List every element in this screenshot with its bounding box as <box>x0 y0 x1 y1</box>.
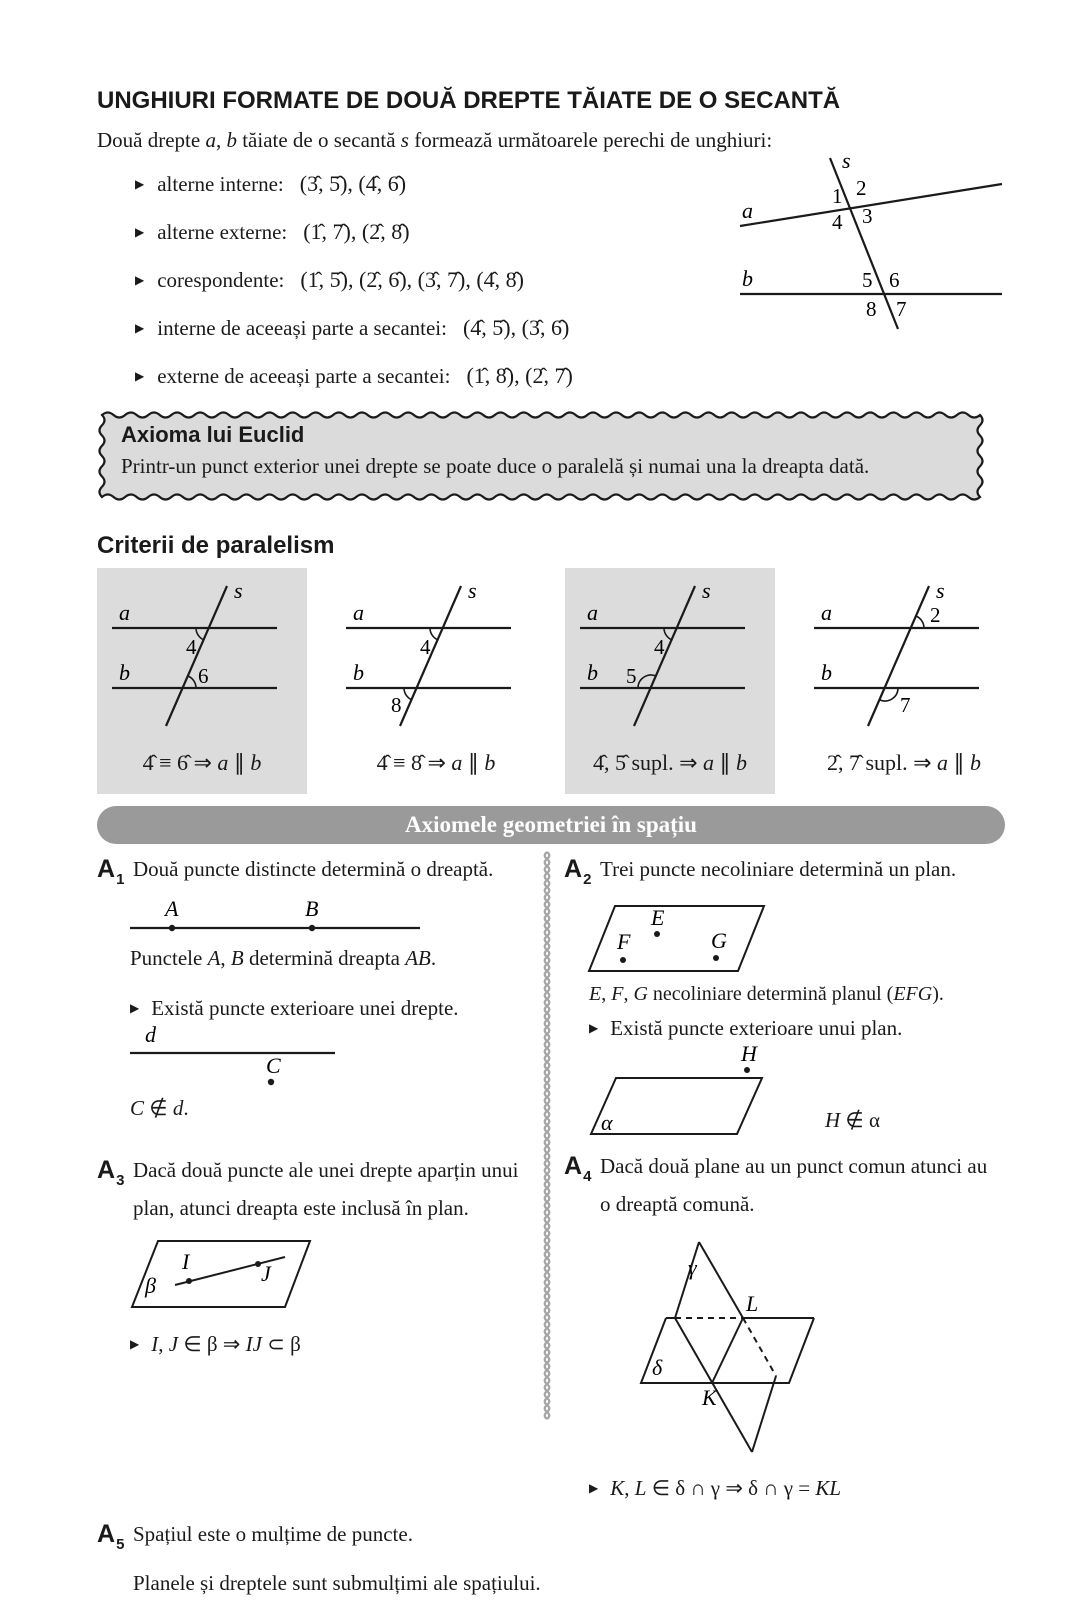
criteria-formula: 2̂, 7̂ supl. ⇒ a ∥ b <box>826 750 982 775</box>
point-f-dot <box>620 957 626 963</box>
hidden-edge <box>743 1318 776 1376</box>
bullet-icon: ▶ <box>135 273 145 287</box>
axioms-right-column <box>564 850 1005 1505</box>
point-i-dot <box>186 1278 192 1284</box>
angle-8: 8 <box>866 297 877 321</box>
intersecting-planes-diagram <box>624 1225 829 1463</box>
axioms-grid <box>97 850 1005 1505</box>
criteria-heading: Criterii de paralelism <box>97 532 335 559</box>
axiom-3-subscript: 3 <box>116 1172 125 1189</box>
axiom-5-line2: Planele și dreptele sunt submulțimi ale spațiului. <box>133 1571 541 1595</box>
axiom-3-text: Dacă două puncte ale unei drepte aparțin unui plan, atunci dreapta este inclusă în plan. <box>133 1158 519 1220</box>
plane-gamma-edge <box>752 1376 776 1452</box>
angle-top: 2 <box>930 603 941 627</box>
secant-line <box>868 586 929 726</box>
angle-1: 1 <box>832 184 843 208</box>
bullet-icon: ▶ <box>589 1021 599 1035</box>
label-H: H <box>741 1041 757 1066</box>
label-b: b <box>821 660 832 685</box>
angle-arc <box>188 676 196 688</box>
axiom-2-note: H ∉ α <box>825 1108 880 1132</box>
angle-top: 4 <box>420 635 431 659</box>
plane-efg-diagram <box>587 901 787 975</box>
axiom-1-note: C ∉ d. <box>130 1096 189 1120</box>
secant-line <box>166 586 227 726</box>
bullet-icon: ▶ <box>135 177 145 191</box>
intro-text: Două drepte a, b tăiate de o secantă s formează următoarele perechi de unghiuri: <box>97 128 773 152</box>
axiom-2-caption: E, F, G necoliniare determină planul (EFG). <box>589 983 944 1005</box>
angle-arc <box>196 628 204 640</box>
label-s: s <box>468 578 477 603</box>
bullet-icon: ▶ <box>589 1481 599 1495</box>
axiom-2-bullet-text: Există puncte exterioare unui plan. <box>610 1016 903 1040</box>
axiom-3-bullet <box>130 1327 530 1361</box>
point-a-dot <box>169 925 175 931</box>
label-C: C <box>266 1053 281 1078</box>
label-a: a <box>353 600 364 625</box>
page-title: UNGHIURI FORMATE DE DOUĂ DREPTE TĂIATE DE O SECANTĂ <box>97 87 841 114</box>
axiom-5-subscript: 5 <box>116 1536 125 1553</box>
axiom-1-marker: $A_1$ <box>97 855 125 888</box>
criteria-formula: 4̂ ≡ 6̂ ⇒ a ∥ b <box>142 750 262 775</box>
angle-bottom: 8 <box>391 693 402 717</box>
angle-pair-label: externe de aceeași parte a secantei: <box>157 363 451 388</box>
axiom-2 <box>564 850 1005 1139</box>
criteria-panel-2 <box>331 568 541 794</box>
axiom-5-marker: $A_5$ <box>97 1520 125 1553</box>
criteria-diagram-1 <box>97 576 307 734</box>
column-divider <box>530 850 564 1505</box>
angle-5: 5 <box>862 268 873 292</box>
label-L: L <box>746 1291 759 1316</box>
angle-pair-label: corespondente: <box>157 267 285 292</box>
plane-efg <box>589 906 764 971</box>
angle-arc <box>430 628 438 640</box>
point-g-dot <box>713 955 719 961</box>
criteria-panel-3 <box>565 568 775 794</box>
bullet-icon: ▶ <box>135 321 145 335</box>
label-b: b <box>353 660 364 685</box>
label-A: A <box>165 896 179 921</box>
label-E: E <box>651 905 665 930</box>
bullet-icon: ▶ <box>135 369 145 383</box>
angle-6: 6 <box>889 268 900 292</box>
angle-pair-value: (4̂, 5̂), (3̂, 6̂) <box>462 315 570 340</box>
label-G: G <box>711 928 727 953</box>
label-J: J <box>261 1261 271 1286</box>
axiom-1-caption: Punctele A, B determină dreapta AB. <box>130 946 437 970</box>
euclid-title: Axioma lui Euclid <box>121 422 305 447</box>
angle-pair-value: (1̂, 5̂), (2̂, 6̂), (3̂, 7̂), (4̂, 8̂) <box>300 267 524 292</box>
point-h-dot <box>744 1067 750 1073</box>
label-b: b <box>587 660 598 685</box>
label-a: a <box>821 600 832 625</box>
plane-alpha-diagram <box>589 1041 809 1139</box>
label-b: b <box>119 660 130 685</box>
point-c-dot <box>268 1079 274 1085</box>
angle-4: 4 <box>832 210 843 234</box>
criteria-diagram-2 <box>331 576 541 734</box>
euclid-axiom-box <box>97 406 985 506</box>
line-kl <box>712 1318 743 1383</box>
label-gamma: γ <box>688 1255 697 1280</box>
angle-2: 2 <box>856 176 867 200</box>
label-s: s <box>936 578 945 603</box>
point-b-dot <box>309 925 315 931</box>
axiom-4 <box>564 1147 1005 1505</box>
label-K: K <box>702 1385 717 1410</box>
plane-gamma-edge <box>699 1242 743 1318</box>
axiom-5-line1: Spațiul este o mulțime de puncte. <box>133 1522 413 1546</box>
plane-beta-diagram <box>125 1231 320 1313</box>
angle-bottom: 6 <box>198 664 209 688</box>
criteria-panel-4 <box>799 568 1009 794</box>
label-beta: β <box>145 1273 156 1298</box>
label-B: B <box>305 896 319 921</box>
plane-alpha <box>591 1078 762 1134</box>
label-alpha: α <box>601 1110 613 1135</box>
line-ab-diagram <box>127 896 427 941</box>
axiom-1-text: Două puncte distincte determină o dreaptă. <box>133 857 494 881</box>
secant-line <box>400 586 461 726</box>
axiom-1-subscript: 1 <box>116 871 125 888</box>
secant-angles-diagram <box>730 146 1010 334</box>
label-a: a <box>587 600 598 625</box>
criteria-diagram-3 <box>565 576 775 734</box>
label-I: I <box>182 1249 190 1274</box>
axiom-2-bullet <box>589 1011 1005 1045</box>
angle-pair-value: (1̂, 8̂), (2̂, 7̂) <box>466 363 573 388</box>
angle-top: 4 <box>186 635 197 659</box>
label-s: s <box>842 148 851 173</box>
criteria-panels <box>97 568 1005 794</box>
axiom-4-marker: $A_4$ <box>564 1152 592 1185</box>
label-a: a <box>742 198 753 223</box>
angle-pair-item <box>97 352 1005 400</box>
angle-pair-value: (1̂, 7̂), (2̂, 8̂) <box>303 219 410 244</box>
axiom-4-subscript: 4 <box>583 1168 592 1185</box>
bullet-icon: ▶ <box>135 225 145 239</box>
axiom-4-bullet <box>589 1471 1005 1505</box>
bullet-icon: ▶ <box>130 1337 140 1351</box>
angle-bottom: 7 <box>900 693 911 717</box>
label-s: s <box>702 578 711 603</box>
line-d-diagram <box>125 1022 340 1087</box>
axiom-2-text: Trei puncte necoliniare determină un plan. <box>600 857 957 881</box>
criteria-formula: 4̂, 5̂ supl. ⇒ a ∥ b <box>592 750 748 775</box>
angle-pair-label: interne de aceeași parte a secantei: <box>157 315 447 340</box>
label-d: d <box>145 1022 156 1047</box>
label-F: F <box>617 929 631 954</box>
label-delta: δ <box>652 1355 663 1380</box>
angle-bottom: 5 <box>626 664 637 688</box>
label-b: b <box>742 266 753 291</box>
angle-7: 7 <box>896 297 907 321</box>
angle-pair-label: alterne interne: <box>157 171 284 196</box>
axiom-1 <box>97 850 530 1125</box>
secant-line <box>634 586 695 726</box>
axiom-3-marker: $A_3$ <box>97 1156 125 1189</box>
label-s: s <box>234 578 243 603</box>
axiom-4-text: Dacă două plane au un punct comun atunci au o dreaptă comună. <box>600 1154 988 1216</box>
axiom-2-subscript: 2 <box>583 871 592 888</box>
criteria-panel-1 <box>97 568 307 794</box>
angle-arc <box>664 628 672 640</box>
axiom-3 <box>97 1151 530 1361</box>
plane-gamma-edge <box>675 1242 699 1318</box>
axioms-left-column <box>97 850 530 1505</box>
criteria-formula: 4̂ ≡ 8̂ ⇒ a ∥ b <box>376 750 496 775</box>
axioms-heading-bar: Axiomele geometriei în spațiu <box>97 806 1005 844</box>
point-e-dot <box>654 931 660 937</box>
axiom-1-bullet <box>130 991 530 1025</box>
axiom-3-bullet-text: I, J ∈ β ⇒ IJ ⊂ β <box>151 1332 301 1356</box>
braided-divider <box>540 850 554 1422</box>
label-a: a <box>119 600 130 625</box>
axiom-2-marker: $A_2$ <box>564 855 592 888</box>
angle-3: 3 <box>862 204 873 228</box>
criteria-diagram-4 <box>799 576 1009 734</box>
axiom-1-bullet-text: Există puncte exterioare unei drepte. <box>151 996 459 1020</box>
axiom-5 <box>97 1515 1005 1602</box>
angle-pair-value: (3̂, 5̂), (4̂, 6̂) <box>299 171 407 196</box>
angle-arc <box>404 688 412 700</box>
euclid-text: Printr-un punct exterior unei drepte se poate duce o paralelă și numai una la dreapta dată. <box>121 454 870 478</box>
bullet-icon: ▶ <box>130 1001 140 1015</box>
axiom-4-bullet-text: K, L ∈ δ ∩ γ ⇒ δ ∩ γ = KL <box>610 1476 842 1500</box>
angle-top: 4 <box>654 635 665 659</box>
angle-pair-label: alterne externe: <box>157 219 288 244</box>
angle-arc <box>916 616 924 628</box>
